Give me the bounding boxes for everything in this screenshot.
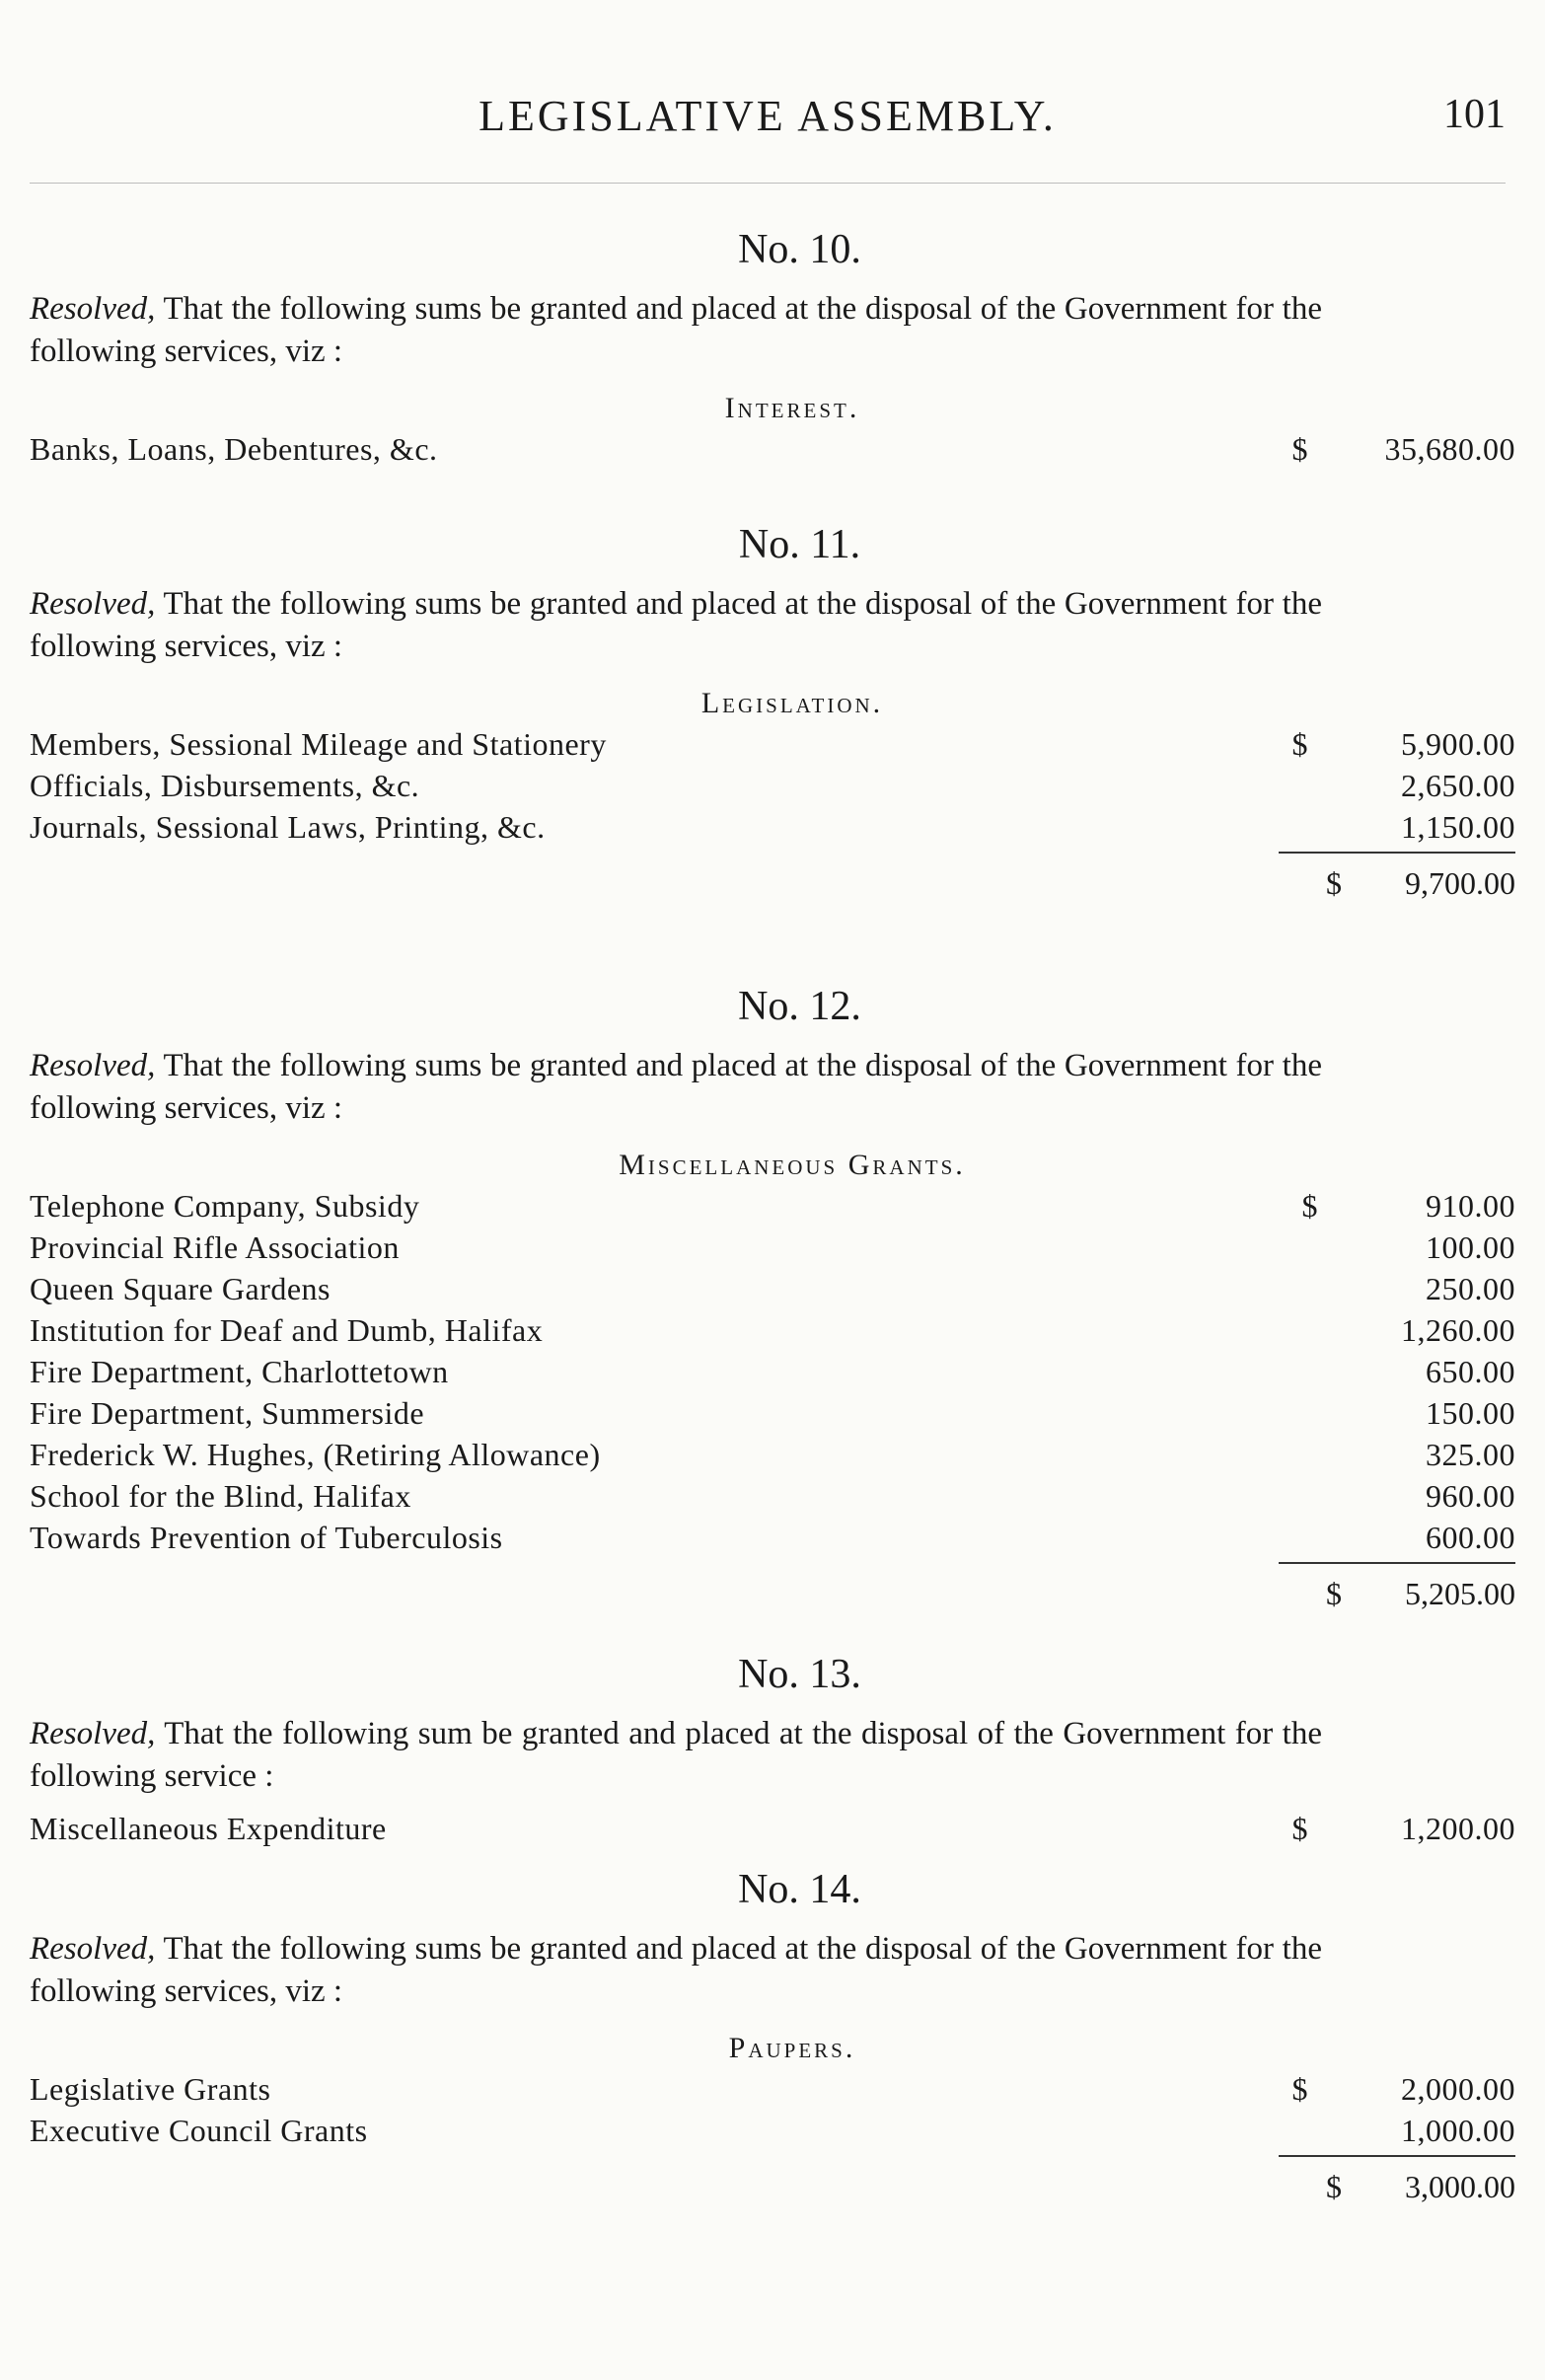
item-amount: 960.00 [1426, 1478, 1515, 1514]
item-amount: 650.00 [1426, 1354, 1515, 1389]
currency-symbol: $ [1291, 726, 1308, 762]
line-item [30, 765, 1515, 806]
item-label: Miscellaneous Expenditure [30, 1811, 387, 1846]
item-label: Members, Sessional Mileage and Stationery [30, 726, 607, 762]
item-label: Fire Department, Summerside [30, 1395, 425, 1431]
currency-symbol: $ [1301, 1188, 1318, 1224]
resolution-lead: Resolved, [30, 586, 156, 622]
item-amount: 2,000.00 [1401, 2071, 1515, 2107]
item-amount: 150.00 [1426, 1395, 1515, 1431]
page-number: 101 [1443, 92, 1506, 137]
item-amount: 250.00 [1426, 1271, 1515, 1306]
item-amount: 5,900.00 [1401, 726, 1515, 762]
item-label: Journals, Sessional Laws, Printing, &c. [30, 809, 546, 845]
item-amount: 1,260.00 [1401, 1312, 1515, 1348]
line-item [30, 1517, 1515, 1558]
line-item [30, 1392, 1515, 1434]
item-amount: 325.00 [1426, 1437, 1515, 1472]
currency-symbol: $ [1291, 2071, 1308, 2107]
line-item [30, 428, 1515, 470]
item-label: Frederick W. Hughes, (Retiring Allowance) [30, 1437, 601, 1472]
resolution-text: That the following sums be granted and placed at the disposal of the Government for the following services, viz : [30, 291, 1322, 369]
section-heading: Interest. [724, 392, 860, 424]
item-amount: 600.00 [1426, 1520, 1515, 1555]
line-item [30, 2068, 1515, 2110]
section-no-12 [30, 982, 1515, 1615]
currency-symbol: $ [1291, 1811, 1308, 1846]
item-label: Executive Council Grants [30, 2113, 368, 2148]
item-amount: 2,650.00 [1401, 768, 1515, 803]
item-label: Fire Department, Charlottetown [30, 1354, 449, 1389]
currency-symbol: $ [1326, 865, 1342, 901]
resolution-paragraph [30, 1045, 1322, 1130]
resolution-lead: Resolved, [30, 1716, 156, 1751]
total-rule [1279, 2155, 1515, 2157]
section-total [30, 1572, 1515, 1615]
item-label: Officials, Disbursements, &c. [30, 768, 420, 803]
item-label: Legislative Grants [30, 2071, 271, 2107]
currency-symbol: $ [1326, 1576, 1342, 1611]
item-label: Towards Prevention of Tuberculosis [30, 1520, 503, 1555]
page-title: LEGISLATIVE ASSEMBLY. [478, 92, 1057, 140]
item-label: Banks, Loans, Debentures, &c. [30, 431, 438, 467]
line-item [30, 1185, 1515, 1227]
section-heading: Miscellaneous Grants. [619, 1149, 966, 1181]
section-no-11 [30, 520, 1515, 905]
total-amount: 3,000.00 [1405, 2169, 1515, 2204]
resolution-lead: Resolved, [30, 1048, 156, 1083]
item-amount: 1,000.00 [1401, 2113, 1515, 2148]
line-item [30, 1309, 1515, 1351]
item-amount: 100.00 [1426, 1229, 1515, 1265]
section-number: No. 13. [738, 1652, 861, 1697]
item-amount: 1,150.00 [1401, 809, 1515, 845]
section-number: No. 11. [738, 522, 861, 567]
resolution-paragraph [30, 288, 1322, 373]
line-item [30, 2110, 1515, 2151]
item-amount: 910.00 [1426, 1188, 1515, 1224]
line-item [30, 1475, 1515, 1517]
total-amount: 5,205.00 [1405, 1576, 1515, 1611]
line-item [30, 1808, 1515, 1849]
item-label: Institution for Deaf and Dumb, Halifax [30, 1312, 544, 1348]
section-heading: Legislation. [700, 687, 884, 719]
item-label: Queen Square Gardens [30, 1271, 331, 1306]
resolution-text: That the following sums be granted and placed at the disposal of the Government for the following services, viz : [30, 1931, 1322, 2009]
item-label: Telephone Company, Subsidy [30, 1188, 420, 1224]
resolution-paragraph [30, 1713, 1322, 1798]
item-amount: 35,680.00 [1384, 431, 1515, 467]
item-label: Provincial Rifle Association [30, 1229, 400, 1265]
resolution-lead: Resolved, [30, 1931, 156, 1967]
currency-symbol: $ [1326, 2169, 1342, 2204]
header-rule [30, 183, 1506, 184]
section-no-14 [30, 1865, 1515, 2208]
currency-symbol: $ [1291, 431, 1308, 467]
resolution-text: That the following sum be granted and placed at the disposal of the Government for the following service : [30, 1716, 1322, 1794]
section-number: No. 10. [738, 227, 861, 272]
line-item [30, 723, 1515, 765]
running-header [30, 91, 1506, 150]
section-no-13 [30, 1650, 1515, 1849]
resolution-paragraph [30, 583, 1322, 668]
line-item [30, 1268, 1515, 1309]
line-item [30, 1227, 1515, 1268]
item-label: School for the Blind, Halifax [30, 1478, 411, 1514]
resolution-text: That the following sums be granted and placed at the disposal of the Government for the following services, viz : [30, 586, 1322, 664]
line-item [30, 1434, 1515, 1475]
item-amount: 1,200.00 [1401, 1811, 1515, 1846]
resolution-lead: Resolved, [30, 291, 156, 327]
line-item [30, 1351, 1515, 1392]
resolution-paragraph [30, 1928, 1322, 2013]
section-heading: Paupers. [728, 2032, 856, 2064]
total-amount: 9,700.00 [1405, 865, 1515, 901]
section-total [30, 861, 1515, 905]
total-rule [1279, 1562, 1515, 1564]
line-item [30, 806, 1515, 848]
section-number: No. 12. [738, 984, 861, 1029]
section-no-10 [30, 225, 1515, 470]
section-number: No. 14. [738, 1867, 861, 1912]
total-rule [1279, 852, 1515, 854]
resolution-text: That the following sums be granted and placed at the disposal of the Government for the following services, viz : [30, 1048, 1322, 1126]
section-total [30, 2165, 1515, 2208]
